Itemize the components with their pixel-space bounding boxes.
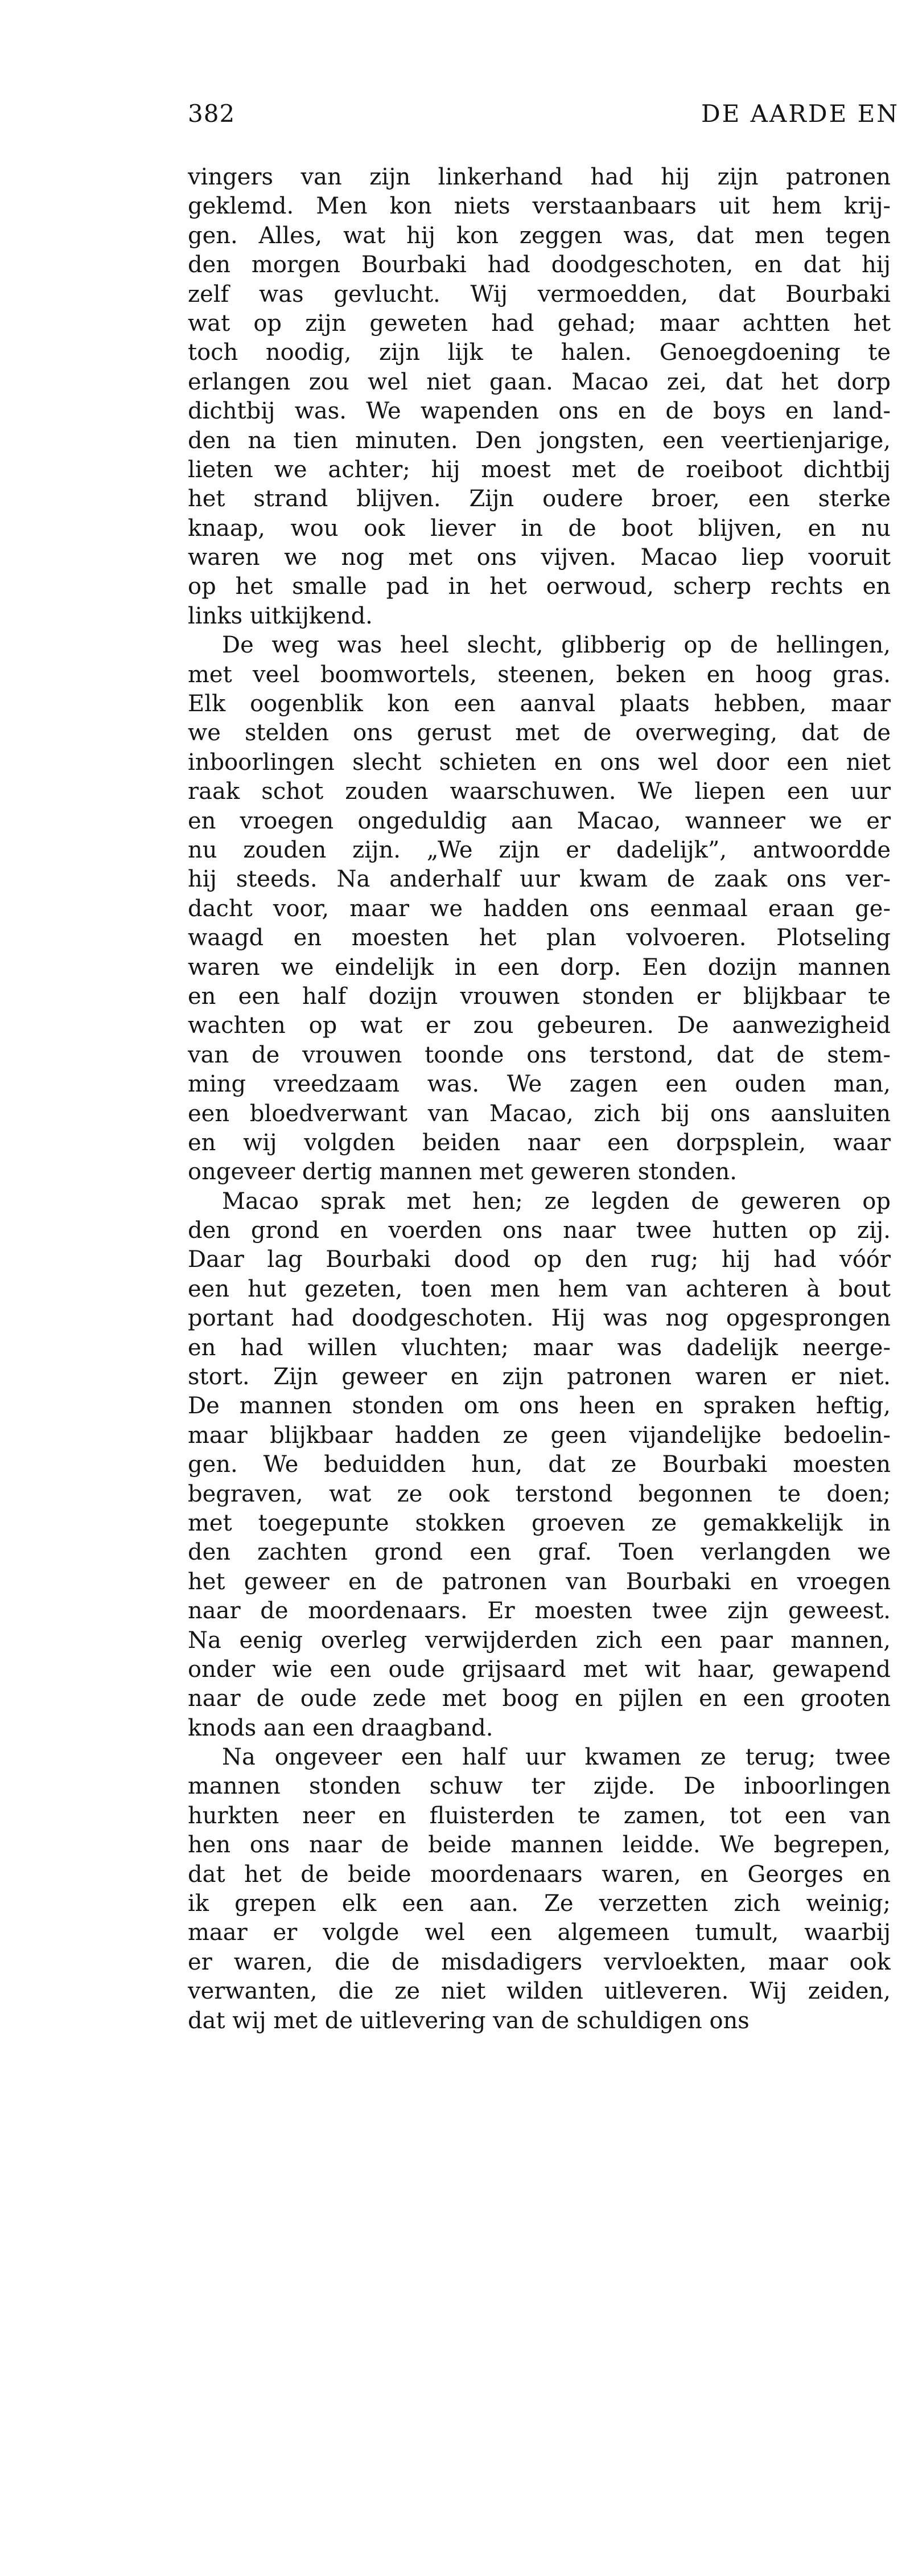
text-line: dat wij met de uitlevering van de schuldigen ons [188, 2007, 750, 2034]
paragraph [188, 631, 891, 1187]
text-line: we stelden ons gerust met de overweging, dat de [188, 720, 891, 746]
text-line: inboorlingen slecht schieten en ons wel door een niet [188, 749, 891, 776]
text-line: lieten we achter; hij moest met de roeiboot dichtbij [188, 456, 891, 483]
text-line: wachten op wat er zou gebeuren. De aanwezigheid [188, 1012, 891, 1039]
body-text [188, 163, 891, 2036]
text-line: knaap, wou ook liever in de boot blijven, en nu [188, 515, 891, 542]
text-line: onder wie een oude grijsaard met wit haar, gewapend [188, 1656, 891, 1683]
text-line: erlangen zou wel niet gaan. Macao zei, dat het dorp [188, 368, 891, 395]
page-number: 382 [188, 100, 236, 128]
text-line: den grond en voerden ons naar twee hutten op zij. [188, 1217, 891, 1244]
text-line: en vroegen ongeduldig aan Macao, wanneer we er [188, 807, 891, 834]
text-line: gen. We beduidden hun, dat ze Bourbaki moesten [188, 1451, 891, 1478]
text-line: en had willen vluchten; maar was dadelijk neerge- [188, 1334, 891, 1361]
text-line: den morgen Bourbaki had doodgeschoten, en dat hij [188, 252, 891, 278]
text-line: links uitkijkend. [188, 602, 373, 629]
text-line: het geweer en de patronen van Bourbaki en vroegen [188, 1568, 891, 1595]
text-line: een bloedverwant van Macao, zich bij ons aansluiten [188, 1100, 891, 1127]
text-line: ik grepen elk een aan. Ze verzetten zich weinig; [188, 1890, 891, 1917]
text-line: ongeveer dertig mannen met geweren stonden. [188, 1159, 737, 1186]
text-line: hurkten neer en fluisterden te zamen, tot een van [188, 1802, 891, 1829]
text-line: vingers van zijn linkerhand had hij zijn patronen [188, 164, 891, 190]
text-line: dat het de beide moordenaars waren, en Georges en [188, 1861, 891, 1888]
text-line: portant had doodgeschoten. Hij was nog opgesprongen [188, 1305, 891, 1332]
text-line: Elk oogenblik kon een aanval plaats hebben, maar [188, 691, 891, 717]
page-header [188, 100, 899, 134]
text-line: Na eenig overleg verwijderden zich een paar mannen, [188, 1627, 891, 1654]
text-line: op het smalle pad in het oerwoud, scherp rechts en [188, 573, 891, 600]
text-line: toch noodig, zijn lijk te halen. Genoegdoening te [188, 339, 891, 366]
text-line: hen ons naar de beide mannen leidde. We begrepen, [188, 1832, 891, 1859]
text-line: het strand blijven. Zijn oudere broer, een sterke [188, 486, 891, 512]
text-line: waren we nog met ons vijven. Macao liep vooruit [188, 544, 891, 571]
text-line: en een half dozijn vrouwen stonden er blijkbaar te [188, 983, 891, 1010]
text-line: zelf was gevlucht. Wij vermoedden, dat Bourbaki [188, 281, 891, 307]
text-line: met veel boomwortels, steenen, beken en hoog gras. [188, 661, 891, 688]
text-line: naar de oude zede met boog en pijlen en een grooten [188, 1685, 891, 1712]
text-line: nu zouden zijn. „We zijn er dadelijk”, antwoordde [188, 836, 891, 863]
text-line: maar blijkbaar hadden ze geen vijandelijke bedoelin- [188, 1422, 891, 1449]
text-line: dichtbij was. We wapenden ons en de boys en land- [188, 398, 891, 425]
text-line: hij steeds. Na anderhalf uur kwam de zaak ons ver- [188, 866, 891, 893]
text-line: mannen stonden schuw ter zijde. De inboorlingen [188, 1773, 891, 1800]
text-line: Daar lag Bourbaki dood op den rug; hij had vóór [188, 1246, 891, 1273]
text-line: naar de moordenaars. Er moesten twee zijn geweest. [188, 1598, 891, 1625]
text-line: begraven, wat ze ook terstond begonnen te doen; [188, 1480, 891, 1507]
running-head: DE AARDE EN [701, 100, 899, 128]
text-line: met toegepunte stokken groeven ze gemakkelijk in [188, 1509, 891, 1536]
paragraph [188, 163, 891, 631]
text-line: waagd en moesten het plan volvoeren. Plotseling [188, 925, 891, 951]
text-line: verwanten, die ze niet wilden uitleveren. Wij zeiden, [188, 1978, 891, 2005]
text-line: er waren, die de misdadigers vervloekten, maar ook [188, 1949, 891, 1975]
text-line: stort. Zijn geweer en zijn patronen waren er niet. [188, 1364, 891, 1390]
text-line: van de vrouwen toonde ons terstond, dat de stem- [188, 1041, 891, 1068]
text-line: geklemd. Men kon niets verstaanbaars uit hem krij- [188, 193, 891, 220]
text-line: Macao sprak met hen; ze legden de geweren op [222, 1188, 891, 1215]
text-line: waren we eindelijk in een dorp. Een dozijn mannen [188, 954, 891, 981]
paragraph [188, 1187, 891, 1743]
text-line: knods aan een draagband. [188, 1714, 493, 1741]
text-line: den na tien minuten. Den jongsten, een veertienjarige, [188, 427, 891, 454]
text-line: den zachten grond een graf. Toen verlangden we [188, 1539, 891, 1566]
paragraph [188, 1743, 891, 2036]
text-line: ming vreedzaam was. We zagen een ouden man, [188, 1071, 891, 1098]
text-line: een hut gezeten, toen men hem van achteren à bout [188, 1275, 891, 1302]
text-line: raak schot zouden waarschuwen. We liepen een uur [188, 778, 891, 805]
text-line: maar er volgde wel een algemeen tumult, waarbij [188, 1919, 891, 1946]
text-line: gen. Alles, wat hij kon zeggen was, dat men tegen [188, 222, 891, 249]
text-line: en wij volgden beiden naar een dorpsplein, waar [188, 1129, 891, 1156]
text-line: Na ongeveer een half uur kwamen ze terug; twee [222, 1744, 891, 1771]
text-line: De weg was heel slecht, glibberig op de hellingen, [222, 632, 891, 659]
text-line: dacht voor, maar we hadden ons eenmaal eraan ge- [188, 895, 891, 922]
text-line: wat op zijn geweten had gehad; maar achtten het [188, 310, 891, 337]
text-line: De mannen stonden om ons heen en spraken heftig, [188, 1393, 891, 1420]
